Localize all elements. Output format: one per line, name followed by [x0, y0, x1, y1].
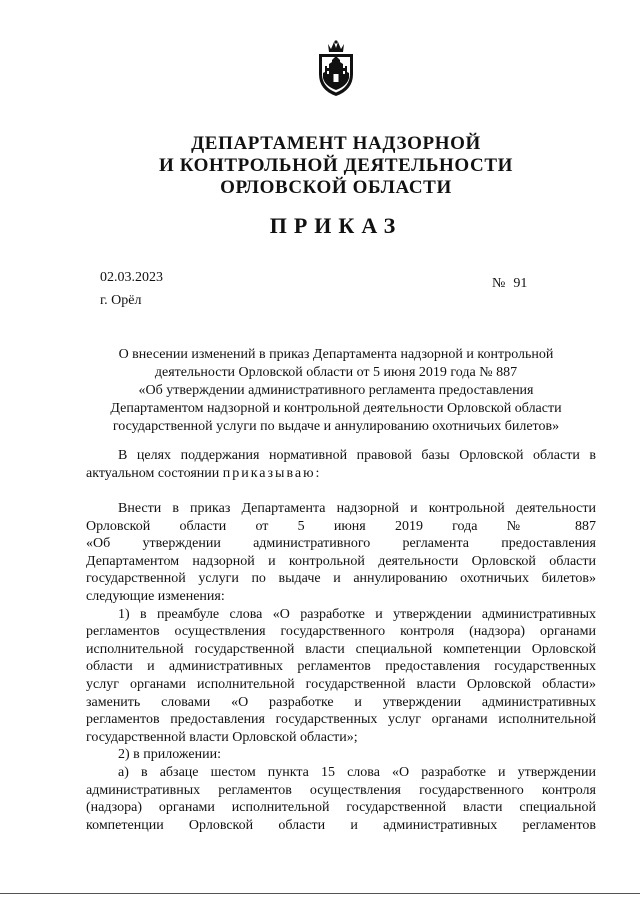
number-sign: № — [492, 276, 506, 291]
body-line: регламентов предоставления государственных услуг органами исполнительной — [86, 712, 596, 728]
order-date: 02.03.2023 — [100, 270, 163, 285]
dept-line-2: И КОНТРОЛЬНОЙ ДЕЯТЕЛЬНОСТИ — [158, 155, 514, 176]
order-body — [86, 500, 596, 834]
title-line: государственной услуги по выдаче и аннулированию охотничьих билетов» — [112, 419, 560, 434]
body-line: государственной услуги по выдаче и аннулированию охотничьих билетов» — [86, 571, 596, 587]
body-line: Департаментом надзорной и контрольной деятельности Орловской области — [86, 553, 596, 569]
order-title — [86, 346, 586, 436]
body-line: области и административных регламентов предоставления государственных — [86, 659, 596, 675]
coat-of-arms-icon — [313, 40, 359, 98]
body-line: (надзора) органами исполнительной государственной власти специальной — [86, 800, 596, 816]
title-line: «Об утверждении административного регламента предоставления — [138, 383, 534, 398]
order-city: г. Орёл — [100, 293, 142, 308]
dept-line-3: ОРЛОВСКОЙ ОБЛАСТИ — [220, 177, 452, 198]
order-number — [492, 276, 527, 292]
body-line: компетенции Орловской области и административных регламентов — [86, 817, 596, 833]
number-value: 91 — [513, 276, 528, 291]
dept-line-1: ДЕПАРТАМЕНТ НАДЗОРНОЙ — [191, 133, 481, 154]
body-line: заменить словами «О разработке и утверждении административных — [86, 694, 596, 710]
body-line: 2) в приложении: — [118, 747, 221, 763]
department-name — [100, 133, 572, 199]
title-line: Департаментом надзорной и контрольной деятельности Орловской области — [110, 401, 562, 416]
body-line: административных регламентов осуществления государственного контроля — [86, 782, 596, 798]
document-type: ПРИКАЗ — [269, 213, 403, 238]
body-line: Орловской области от 5 июня 2019 года № 887 — [86, 518, 596, 534]
body-line: а) в абзаце шестом пункта 15 слова «О разработке и утверждении — [118, 764, 596, 780]
body-line: услуг органами исполнительной государственной власти Орловской области» — [86, 676, 596, 692]
body-line: 1) в преамбуле слова «О разработке и утверждении административных — [118, 606, 596, 622]
title-line: О внесении изменений в приказ Департамента надзорной и контрольной — [118, 347, 554, 362]
intro-paragraph — [86, 447, 596, 483]
page-edge-rule — [0, 893, 640, 894]
intro-text: В целях поддержания нормативной правовой базы Орловской области в актуальном состоянии — [86, 448, 596, 481]
body-line: Внести в приказ Департамента надзорной и контрольной деятельности — [118, 501, 596, 516]
body-line: исполнительной государственной власти специальной компетенции Орловской — [86, 641, 596, 657]
body-line: следующие изменения: — [86, 588, 225, 604]
body-line: регламентов осуществления государственного контроля (надзора) органами — [86, 624, 596, 640]
title-line: деятельности Орловской области от 5 июня 2019 года № 887 — [154, 365, 518, 380]
intro-order-word: приказываю: — [222, 466, 322, 481]
body-line: «Об утверждении административного регламента предоставления — [86, 536, 596, 552]
body-line: государственной власти Орловской области»; — [86, 729, 358, 745]
